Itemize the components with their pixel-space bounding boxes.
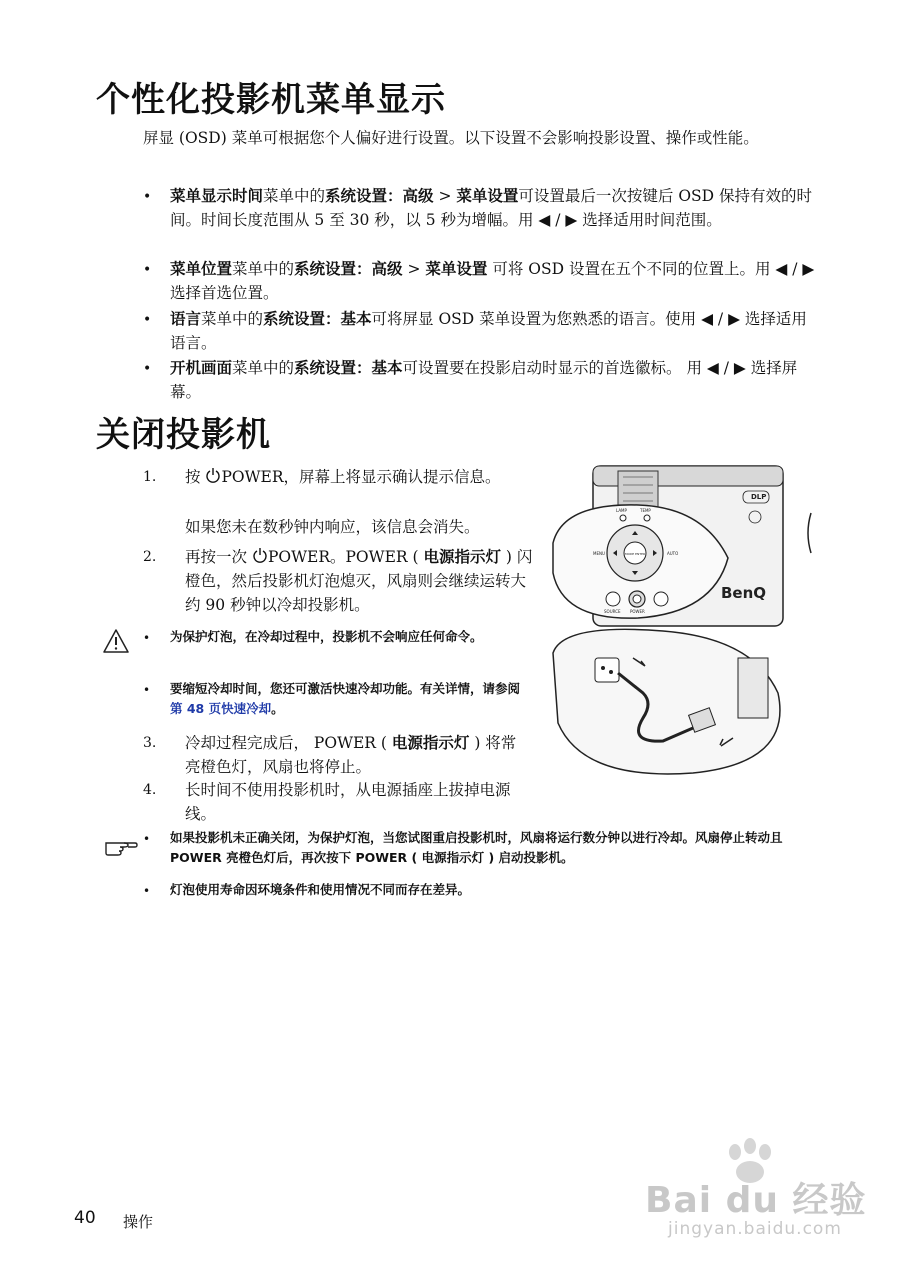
power-icon xyxy=(205,467,221,484)
step-4-text: 长时间不使用投影机时，从电源插座上拔掉电源线。 xyxy=(185,781,511,823)
quick-cool-link[interactable]: 第 48 页快速冷却 xyxy=(170,701,272,716)
step-number: 3. xyxy=(143,735,157,751)
bullet-splash-screen: 开机画面菜单中的系统设置：基本可设置要在投影启动时显示的首选徽标。 用 ◀ / ▶ 选择屏幕。 xyxy=(170,359,798,401)
bullet-menu-time: 菜单显示时间菜单中的系统设置：高级 > 菜单设置可设置最后一次按键后 OSD 保持有效的时间。时间长度范围从 5 至 30 秒，以 5 秒为增幅。用 ◀ / ▶ 选择适用时间范围。 xyxy=(170,187,813,229)
section-title-osd: 个性化投影机菜单显示 xyxy=(96,80,446,120)
watermark-url: jingyan.baidu.com xyxy=(668,1219,842,1239)
warning-note-quick-cool: 要缩短冷却时间，您还可激活快速冷却功能。有关详情，请参阅第 48 页快速冷却。 xyxy=(170,681,521,716)
step-number: 2. xyxy=(143,549,157,565)
page-number: 40 xyxy=(74,1208,96,1228)
bullet-menu-position: 菜单位置菜单中的系统设置：高级 > 菜单设置 可将 OSD 设置在五个不同的位置上。用 ◀ / ▶ 选择首选位置。 xyxy=(170,260,815,302)
projector-illustration xyxy=(543,463,818,783)
svg-text:MODE ENTER: MODE ENTER xyxy=(625,552,646,556)
dlp-logo: DLP xyxy=(751,493,767,501)
warning-note-cooling: 为保护灯泡，在冷却过程中，投影机不会响应任何命令。 xyxy=(170,629,483,644)
bullet-dot: • xyxy=(143,683,151,697)
step-3-text: 冷却过程完成后， POWER ( 电源指示灯 ) 将常亮橙色灯，风扇也将停止。 xyxy=(185,734,517,776)
svg-text:SOURCE: SOURCE xyxy=(604,609,621,614)
bullet-dot: • xyxy=(143,262,152,278)
brand-logo: BenQ xyxy=(721,584,767,602)
bullet-dot: • xyxy=(143,832,151,846)
bullet-dot: • xyxy=(143,631,151,645)
svg-text:AUTO: AUTO xyxy=(667,551,679,556)
svg-text:MENU: MENU xyxy=(593,551,605,556)
power-icon xyxy=(252,547,268,564)
warning-icon xyxy=(102,628,130,654)
bullet-dot: • xyxy=(143,884,151,898)
svg-text:TEMP: TEMP xyxy=(640,508,651,513)
step-1-subtext: 如果您未在数秒钟内响应，该信息会消失。 xyxy=(185,518,480,536)
pointing-hand-icon xyxy=(104,835,138,857)
info-note-lamp-life: 灯泡使用寿命因环境条件和使用情况不同而存在差异。 xyxy=(170,882,471,897)
bullet-language: 语言菜单中的系统设置：基本可将屏显 OSD 菜单设置为您熟悉的语言。使用 ◀ / ▶ 选择适用语言。 xyxy=(170,310,807,352)
bullet-dot: • xyxy=(143,361,152,377)
section-title-shutdown: 关闭投影机 xyxy=(96,415,271,455)
bullet-dot: • xyxy=(143,312,152,328)
footer-section: 操作 xyxy=(123,1213,154,1231)
osd-intro: 屏显 (OSD) 菜单可根据您个人偏好进行设置。以下设置不会影响投影设置、操作或性能。 xyxy=(143,129,759,147)
svg-text:LAMP: LAMP xyxy=(616,508,627,513)
svg-text:POWER: POWER xyxy=(630,609,645,614)
watermark-brand: Bai du 经验 xyxy=(645,1180,867,1221)
step-1-text: 按 POWER，屏幕上将显示确认提示信息。 xyxy=(185,468,501,486)
info-note-restart: 如果投影机未正确关闭，为保护灯泡，当您试图重启投影机时，风扇将运行数分钟以进行冷却。风扇停止转动且 POWER 亮橙色灯后，再次按下 POWER ( 电源指示灯 ) 启动投影机。 xyxy=(170,830,783,865)
step-number: 1. xyxy=(143,469,157,485)
step-2-text: 再按一次 POWER。POWER ( 电源指示灯 ) 闪橙色，然后投影机灯泡熄灭，风扇则会继续运转大约 90 秒钟以冷却投影机。 xyxy=(185,548,533,614)
step-number: 4. xyxy=(143,782,157,798)
bullet-dot: • xyxy=(143,189,152,205)
